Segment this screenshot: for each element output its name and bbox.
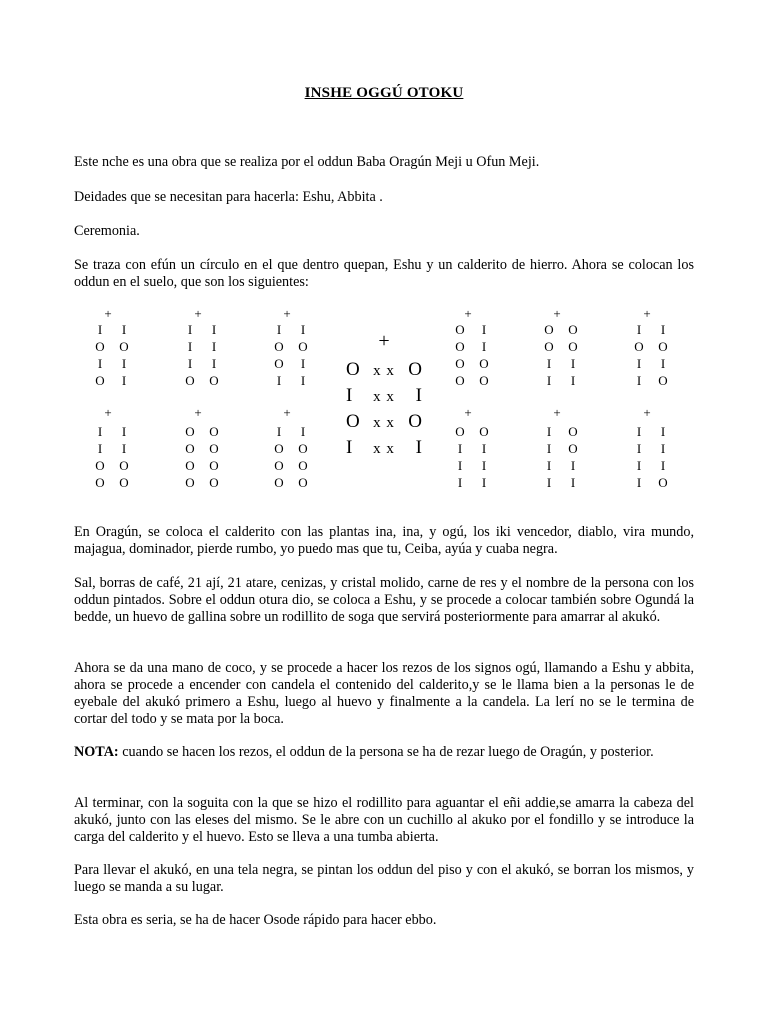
center-row-0-left: O	[346, 359, 360, 380]
bottom_left-sign-1-line-3-left: O	[185, 475, 195, 490]
bottom_left-sign-2-line-2-left: O	[274, 458, 284, 473]
top_left-sign-1-line-0-left: I	[187, 322, 193, 337]
top_left-sign-1-line-1-right: I	[211, 339, 217, 354]
top_right-sign-2-line-3-left: I	[636, 373, 642, 388]
top_right-sign-1-line-3-left: I	[546, 373, 552, 388]
center-row-3	[346, 436, 422, 461]
top_left-sign-2-line-1-right: O	[298, 339, 308, 354]
bottom_left-sign-0-line-0-left: I	[97, 424, 103, 439]
bottom_left-sign-2-line-3-right: O	[298, 475, 308, 490]
top_left-sign-2-line-1-left: O	[274, 339, 284, 354]
top_right-sign-1-line-2-left: I	[546, 356, 552, 371]
bottom_right-sign-2-line-1-right: I	[660, 441, 666, 456]
center-row-2-mid: x x	[373, 415, 395, 431]
center-plus: +	[378, 330, 390, 352]
top_left-sign-0-line-2-right: I	[121, 356, 127, 371]
bottom_left-sign-0-line-2-left: O	[95, 458, 105, 473]
top_left-plus-1: +	[194, 306, 202, 321]
bottom_right-sign-1-line-0-right: O	[568, 424, 578, 439]
bottom_right-sign-1-line-0-left: I	[546, 424, 552, 439]
top_right-sign-1-line-1-left: O	[544, 339, 554, 354]
top_right-sign-0-line-1-right: I	[481, 339, 487, 354]
bottom_left-sign-1-line-3-right: O	[209, 475, 219, 490]
top_left-sign-2-line-0-right: I	[300, 322, 306, 337]
center-row-2-left: O	[346, 411, 360, 432]
bottom_right-sign-1-line-3-right: I	[570, 475, 576, 490]
top_left-sign-2-line-2-left: O	[274, 356, 284, 371]
top_left-sign-2-line-0-left: I	[276, 322, 282, 337]
bottom_right-sign-0-line-3-left: I	[457, 475, 463, 490]
bottom_right-sign-2-line-0-right: I	[660, 424, 666, 439]
paragraph-deities: Deidades que se necesitan para hacerla: Eshu, Abbita .	[74, 189, 383, 205]
top_right-sign-0-line-1-left: O	[455, 339, 465, 354]
paragraph-intro: Este nche es una obra que se realiza por el oddun Baba Oragún Meji u Ofun Meji.	[74, 154, 540, 170]
top_left-sign-2-line-2-right: I	[300, 356, 306, 371]
bottom_left-sign-1-line-2-left: O	[185, 458, 195, 473]
center-row-3-left: I	[346, 437, 353, 458]
top_left-sign-0-line-0-right: I	[121, 322, 127, 337]
top_right-sign-0-line-0-left: O	[455, 322, 465, 337]
top_left-sign-0-line-3-right: I	[121, 373, 127, 388]
top_right-sign-2-line-1-right: O	[658, 339, 668, 354]
bottom_left-sign-0-line-3-left: O	[95, 475, 105, 490]
bottom_right-sign-2-line-3-right: O	[658, 475, 668, 490]
bottom_right-sign-0-line-0-right: O	[479, 424, 489, 439]
top_right-sign-2-line-2-right: I	[660, 356, 666, 371]
center-row-3-mid: x x	[373, 441, 395, 457]
top_left-sign-0-line-1-right: O	[119, 339, 129, 354]
bottom_right-sign-0-line-1-left: I	[457, 441, 463, 456]
bottom_right-sign-0-line-2-left: I	[457, 458, 463, 473]
center-row-2	[346, 410, 422, 435]
bottom_right-sign-2-line-1-left: I	[636, 441, 642, 456]
center-row-0-right: O	[408, 359, 422, 380]
paragraph-ingredients: Sal, borras de café, 21 ají, 21 atare, cenizas, y cristal molido, carne de res y el nombre de la persona con los oddun pintados. Sobre el oddun otura dio, se coloca a Eshu, y se procede a colocar también sobre Ogundá la bedde, un huevo de gallina sobre un rodillito de soga que servirá posteriormente para amarrar al akukó.	[74, 575, 694, 625]
bottom_right-sign-1-line-2-right: I	[570, 458, 576, 473]
bottom_right-sign-0-line-3-right: I	[481, 475, 487, 490]
top_left-sign-1-line-2-right: I	[211, 356, 217, 371]
bottom_right-sign-2-line-2-right: I	[660, 458, 666, 473]
document-title: INSHE OGGÚ OTOKU	[304, 85, 464, 101]
top_left-plus-0: +	[104, 306, 112, 321]
paragraph-ceremony: Ceremonia.	[74, 223, 140, 239]
top_left-sign-1-line-3-right: O	[209, 373, 219, 388]
top_left-sign-2-line-3-left: I	[276, 373, 282, 388]
bottom_left-plus-1: +	[194, 405, 202, 420]
bottom_right-plus-1: +	[553, 405, 561, 420]
nota-text: cuando se hacen los rezos, el oddun de la persona se ha de rezar luego de Oragún, y posterior.	[118, 744, 654, 760]
bottom_right-plus-0: +	[464, 405, 472, 420]
bottom_right-sign-1-line-3-left: I	[546, 475, 552, 490]
bottom_left-sign-0-line-0-right: I	[121, 424, 127, 439]
bottom_left-sign-1-line-0-right: O	[209, 424, 219, 439]
top_right-sign-1-line-2-right: I	[570, 356, 576, 371]
bottom_left-sign-2-line-0-right: I	[300, 424, 306, 439]
center-row-1-left: I	[346, 385, 353, 406]
top_right-sign-1-line-3-right: I	[570, 373, 576, 388]
nota-label: NOTA:	[74, 744, 119, 760]
center-row-2-right: O	[408, 411, 422, 432]
top_left-sign-0-line-3-left: O	[95, 373, 105, 388]
bottom_left-plus-2: +	[283, 405, 291, 420]
top_left-sign-0-line-0-left: I	[97, 322, 103, 337]
paragraph-seria: Esta obra es seria, se ha de hacer Osode rápido para hacer ebbo.	[74, 912, 437, 928]
center-row-0	[346, 358, 422, 383]
paragraph-nota	[74, 744, 694, 761]
bottom_right-sign-2-line-2-left: I	[636, 458, 642, 473]
bottom_right-sign-2-line-0-left: I	[636, 424, 642, 439]
bottom_left-sign-2-line-1-left: O	[274, 441, 284, 456]
top_left-sign-1-line-0-right: I	[211, 322, 217, 337]
top_right-sign-1-line-0-right: O	[568, 322, 578, 337]
top_right-sign-0-line-3-left: O	[455, 373, 465, 388]
bottom_right-sign-0-line-0-left: O	[455, 424, 465, 439]
bottom_right-sign-2-line-3-left: I	[636, 475, 642, 490]
top_left-sign-2-line-3-right: I	[300, 373, 306, 388]
bottom_left-sign-0-line-3-right: O	[119, 475, 129, 490]
bottom_left-sign-2-line-2-right: O	[298, 458, 308, 473]
top_right-sign-2-line-0-right: I	[660, 322, 666, 337]
top_right-sign-1-line-0-left: O	[544, 322, 554, 337]
center-row-1-right: I	[415, 385, 422, 406]
bottom_left-sign-1-line-2-right: O	[209, 458, 219, 473]
bottom_left-plus-0: +	[104, 405, 112, 420]
paragraph-oragun: En Oragún, se coloca el calderito con las plantas ina, ina, y ogú, los iki vencedor, diablo, vira mundo, majagua, dominador, pierde rumbo, yo puedo mas que tu, Ceiba, ayúa y cuaba negra.	[74, 524, 694, 557]
top_right-plus-2: +	[643, 306, 651, 321]
top_right-sign-1-line-1-right: O	[568, 339, 578, 354]
center-row-1-mid: x x	[373, 389, 395, 405]
paragraph-terminar: Al terminar, con la soguita con la que se hizo el rodillito para aguantar el eñi addie,se amarra la cabeza del akukó, junto con las eleses del mismo. Se le abre con un cuchillo al akuko por el fondillo y se introduce la carga del calderito y el huevo. Esto se lleva a una tumba abierta.	[74, 795, 694, 845]
bottom_right-sign-0-line-1-right: I	[481, 441, 487, 456]
bottom_right-sign-0-line-2-right: I	[481, 458, 487, 473]
center-row-3-right: I	[415, 437, 422, 458]
top_right-sign-0-line-2-right: O	[479, 356, 489, 371]
bottom_left-sign-1-line-0-left: O	[185, 424, 195, 439]
paragraph-coco: Ahora se da una mano de coco, y se procede a hacer los rezos de los signos ogú, llamando a Eshu y abbita, ahora se procede a encender con candela el contenido del calderito,y se le llama bien a la personas le de eyebale del akukó primero a Eshu, luego al huevo y finalmente a la candela. La lerí no se le termina de cortar del todo y se mata por la boca.	[74, 660, 694, 727]
bottom_left-sign-0-line-1-left: I	[97, 441, 103, 456]
top_right-sign-0-line-3-right: O	[479, 373, 489, 388]
top_right-plus-0: +	[464, 306, 472, 321]
bottom_left-sign-0-line-2-right: O	[119, 458, 129, 473]
top_left-sign-1-line-3-left: O	[185, 373, 195, 388]
top_right-sign-2-line-2-left: I	[636, 356, 642, 371]
bottom_right-sign-1-line-1-right: O	[568, 441, 578, 456]
top_left-sign-1-line-2-left: I	[187, 356, 193, 371]
bottom_left-sign-0-line-1-right: I	[121, 441, 127, 456]
top_right-sign-2-line-0-left: I	[636, 322, 642, 337]
top_left-sign-0-line-2-left: I	[97, 356, 103, 371]
top_left-sign-1-line-1-left: I	[187, 339, 193, 354]
paragraph-circle: Se traza con efún un círculo en el que dentro quepan, Eshu y un calderito de hierro. Ahora se colocan los oddun en el suelo, que son los siguientes:	[74, 257, 694, 290]
top_left-plus-2: +	[283, 306, 291, 321]
bottom_left-sign-2-line-0-left: I	[276, 424, 282, 439]
bottom_left-sign-2-line-1-right: O	[298, 441, 308, 456]
top_left-sign-0-line-1-left: O	[95, 339, 105, 354]
top_right-sign-0-line-2-left: O	[455, 356, 465, 371]
top_right-sign-2-line-1-left: O	[634, 339, 644, 354]
bottom_right-plus-2: +	[643, 405, 651, 420]
bottom_left-sign-1-line-1-left: O	[185, 441, 195, 456]
paragraph-llevar: Para llevar el akukó, en una tela negra, se pintan los oddun del piso y con el akukó, se borran los mismos, y luego se manda a su lugar.	[74, 862, 694, 895]
center-row-1	[346, 384, 422, 409]
center-row-0-mid: x x	[373, 363, 395, 379]
bottom_right-sign-1-line-1-left: I	[546, 441, 552, 456]
bottom_left-sign-2-line-3-left: O	[274, 475, 284, 490]
bottom_left-sign-1-line-1-right: O	[209, 441, 219, 456]
bottom_right-sign-1-line-2-left: I	[546, 458, 552, 473]
top_right-sign-2-line-3-right: O	[658, 373, 668, 388]
top_right-sign-0-line-0-right: I	[481, 322, 487, 337]
top_right-plus-1: +	[553, 306, 561, 321]
